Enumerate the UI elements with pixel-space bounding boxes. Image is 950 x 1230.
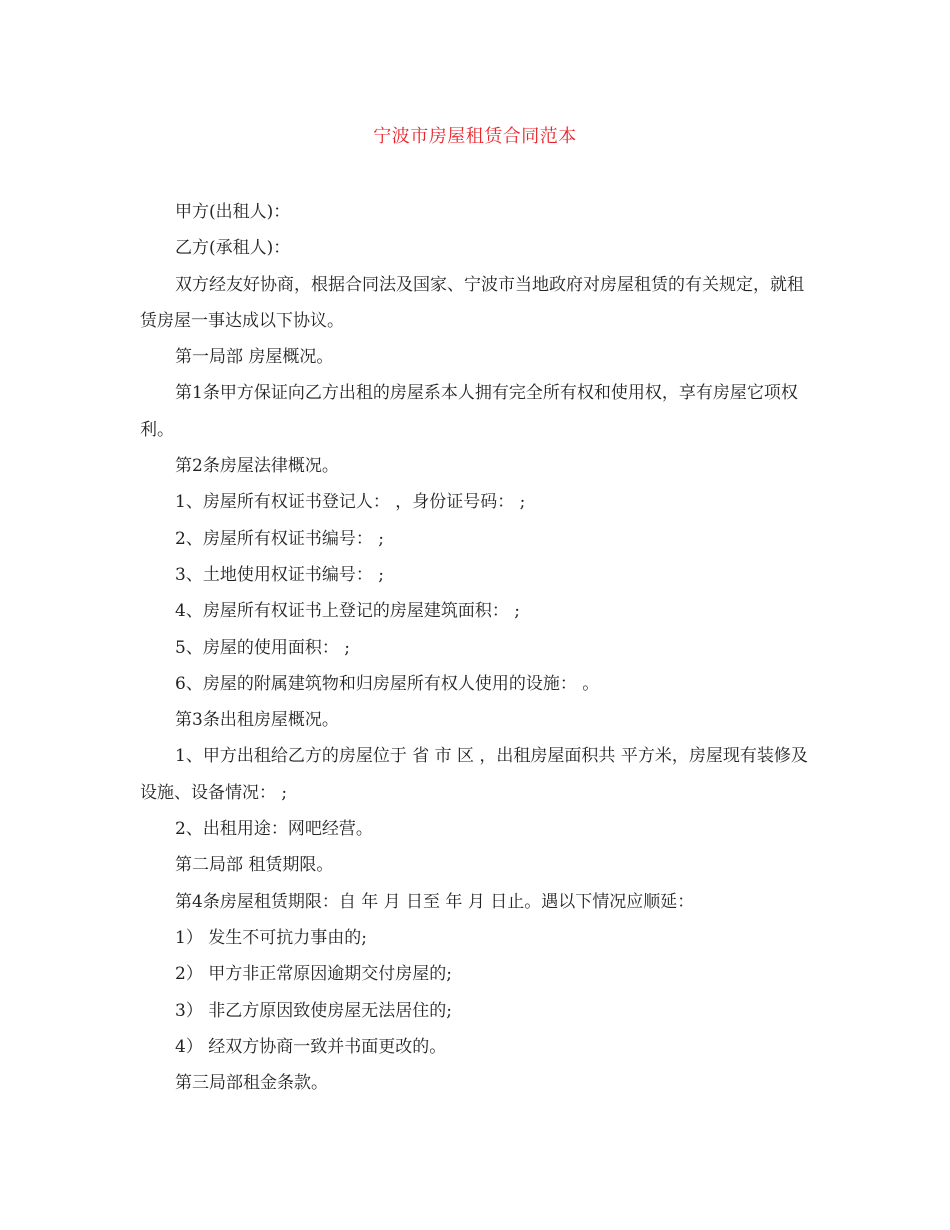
article-2-item-5: 5、房屋的使用面积： ; bbox=[175, 637, 350, 658]
article-3: 第3条出租房屋概况。 bbox=[175, 710, 339, 731]
article-2: 第2条房屋法律概况。 bbox=[175, 456, 339, 477]
article-4-item-2: 2） 甲方非正常原因逾期交付房屋的; bbox=[175, 964, 452, 985]
article-4-item-4: 4） 经双方协商一致并书面更改的。 bbox=[175, 1036, 447, 1057]
article-3-item-1: 1、甲方出租给乙方的房屋位于 省 市 区 ，出租房屋面积共 平方米，房屋现有装修及设施、设备情况： ; bbox=[140, 746, 808, 803]
article-2-item-1: 1、房屋所有权证书登记人： ，身份证号码： ; bbox=[175, 492, 526, 513]
article-2-item-6: 6、房屋的附属建筑物和归房屋所有权人使用的设施： 。 bbox=[175, 673, 600, 694]
section-heading-3: 第三局部租金条款。 bbox=[175, 1073, 328, 1094]
article-2-item-3: 3、土地使用权证书编号： ; bbox=[175, 564, 384, 585]
article-2-item-2: 2、房屋所有权证书编号： ; bbox=[175, 528, 384, 549]
article-4-item-3: 3） 非乙方原因致使房屋无法居住的; bbox=[175, 1000, 452, 1021]
article-4-item-1: 1） 发生不可抗力事由的; bbox=[175, 927, 367, 948]
article-2-item-4: 4、房屋所有权证书上登记的房屋建筑面积： ; bbox=[175, 601, 520, 622]
paragraph-preamble: 双方经友好协商，根据合同法及国家、宁波市当地政府对房屋租赁的有关规定，就租赁房屋一事达成以下协议。 bbox=[140, 274, 804, 331]
article-1: 第1条甲方保证向乙方出租的房屋系本人拥有完全所有权和使用权，享有房屋它项权利。 bbox=[140, 383, 798, 440]
document-title: 宁波市房屋租赁合同范本 bbox=[373, 126, 577, 147]
section-heading-2: 第二局部 租赁期限。 bbox=[175, 855, 334, 876]
article-4: 第4条房屋租赁期限：自 年 月 日至 年 月 日止。遇以下情况应顺延： bbox=[175, 891, 695, 912]
article-3-item-2: 2、出租用途：网吧经营。 bbox=[175, 819, 373, 840]
paragraph-party-b: 乙方(承租人)： bbox=[175, 238, 291, 259]
document-body bbox=[140, 194, 810, 1101]
section-heading-1: 第一局部 房屋概况。 bbox=[175, 347, 334, 368]
paragraph-party-a: 甲方(出租人)： bbox=[175, 202, 291, 222]
